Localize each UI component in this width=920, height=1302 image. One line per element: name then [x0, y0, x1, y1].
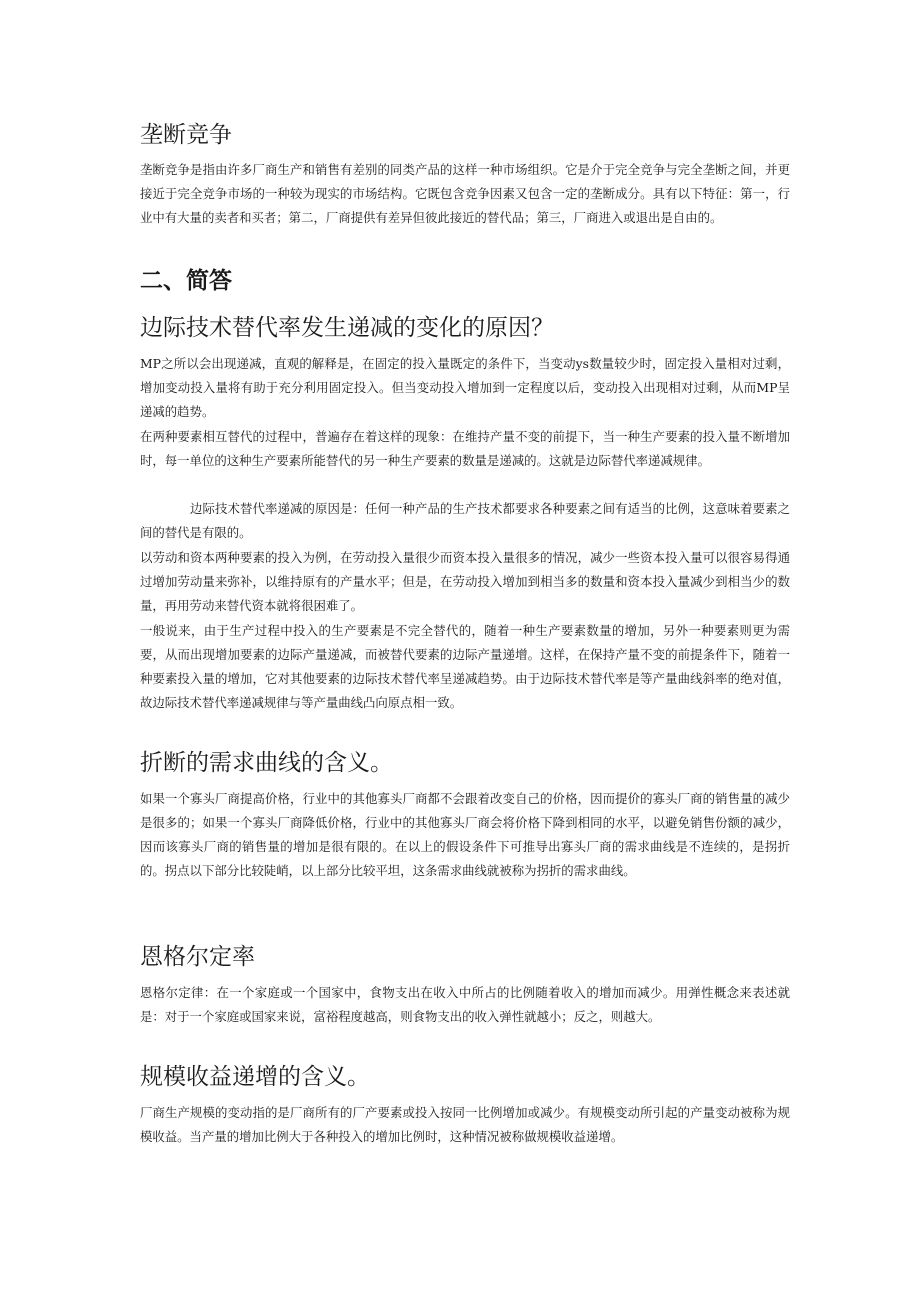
paragraph-mrts-3: 边际技术替代率递减的原因是：任何一种产品的生产技术都要求各种要素之间有适当的比例，这意味着要素之间的替代是有限的。 — [140, 501, 790, 540]
paragraph-engel: 恩格尔定律：在一个家庭或一个国家中，食物支出在收入中所占的比例随着收入的增加而减少。用弹性概念来表述就是：对于一个家庭或国家来说，富裕程度越高，则食物支出的收入弹性就越小；反之，则越大。 — [140, 985, 790, 1024]
paragraph-returns-to-scale: 厂商生产规模的变动指的是厂商所有的厂产要素或投入按同一比例增加或减少。有规模变动所引起的产量变动被称为规模收益。当产量的增加比例大于各种投入的增加比例时，这种情况被称做规模收益递增。 — [140, 1105, 790, 1144]
heading-mrts: 边际技术替代率发生递减的变化的原因？ — [140, 315, 554, 341]
paragraph-mrts-2: 在两种要素相互替代的过程中，普遍存在着这样的现象：在维持产量不变的前提下，当一种生产要素的投入量不断增加时，每一单位的这种生产要素所能替代的另一种生产要素的数量是递减的。这就是边际替代率递减规律。 — [140, 429, 790, 468]
paragraph-mrts-4: 以劳动和资本两种要素的投入为例，在劳动投入量很少而资本投入量很多的情况，减少一些资本投入量可以很容易得通过增加劳动量来弥补，以维持原有的产量水平；但是，在劳动投入增加到相当多的数量和资本投入量减少到相当少的数量，再用劳动来替代资本就将很困难了。 — [140, 550, 790, 613]
heading-part-two: 二、简答 — [140, 268, 232, 294]
paragraph-monopolistic-competition: 垄断竞争是指由许多厂商生产和销售有差别的同类产品的这样一种市场组织。它是介于完全竞争与完全垄断之间，并更接近于完全竞争市场的一种较为现实的市场结构。它既包含竞争因素又包含一定的垄断成分。具有以下特征：第一，行业中有大量的卖者和买者；第二，厂商提供有差异但彼此接近的替代品；第三，厂商进入或退出是自由的。 — [140, 162, 790, 225]
paragraph-mrts-1: MP之所以会出现递减，直观的解释是，在固定的投入量既定的条件下，当变动ys数量较少时，固定投入量相对过剩，增加变动投入量将有助于充分利用固定投入。但当变动投入增加到一定程度以后，变动投入出现相对过剩，从而MP呈递减的趋势。 — [140, 356, 790, 419]
paragraph-mrts-5: 一般说来，由于生产过程中投入的生产要素是不完全替代的，随着一种生产要素数量的增加，另外一种要素则更为需要，从而出现增加要素的边际产量递减，而被替代要素的边际产量递增。这样，在保持产量不变的前提条件下，随着一种要素投入量的增加，它对其他要素的边际技术替代率呈递减趋势。由于边际技术替代率是等产量曲线斜率的绝对值，故边际技术替代率递减规律与等产量曲线凸向原点相一致。 — [140, 623, 790, 710]
paragraph-kinked-demand: 如果一个寡头厂商提高价格，行业中的其他寡头厂商都不会跟着改变自己的价格，因而提价的寡头厂商的销售量的减少是很多的；如果一个寡头厂商降低价格，行业中的其他寡头厂商会将价格下降到相同的水平，以避免销售份额的减少，因而该寡头厂商的销售量的增加是很有限的。在以上的假设条件下可推导出寡头厂商的需求曲线是不连续的，是拐折的。拐点以下部分比较陡峭，以上部分比较平坦，这条需求曲线就被称为拐折的需求曲线。 — [140, 791, 790, 878]
heading-kinked-demand: 折断的需求曲线的含义。 — [140, 750, 393, 776]
heading-engel: 恩格尔定率 — [140, 944, 255, 970]
heading-monopolistic-competition: 垄断竞争 — [140, 122, 232, 148]
heading-returns-to-scale: 规模收益递增的含义。 — [140, 1064, 370, 1090]
